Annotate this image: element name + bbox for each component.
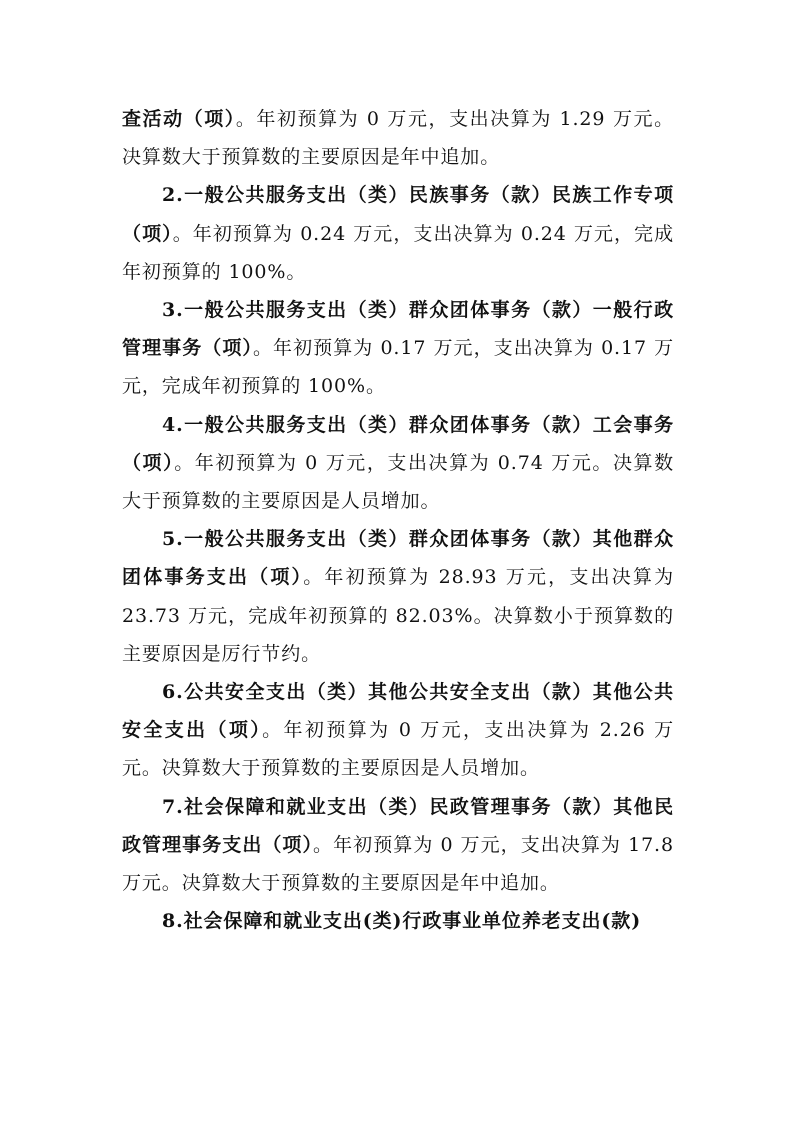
- paragraph-7: [122, 788, 674, 903]
- paragraph-body: 。年初预算为 28.93 万元，支出决算为 23.73 万元，完成年初预算的 82.03%。决算数小于预算数的主要原因是厉行节约。: [122, 566, 674, 665]
- paragraph-body: 。年初预算为 0.24 万元，支出决算为 0.24 万元，完成年初预算的 100%。: [122, 222, 675, 283]
- paragraph-heading: 5.一般公共服务支出（类）群众团体事务（款）其他群众团体事务支出（项）: [122, 528, 674, 589]
- document-page: [122, 100, 674, 940]
- paragraph-body: 。年初预算为 0 万元，支出决算为 1.29 万元。决算数大于预算数的主要原因是年中追加。: [122, 108, 674, 169]
- paragraph-heading: 7.社会保障和就业支出（类）民政管理事务（款）其他民政管理事务支出（项）: [122, 795, 674, 856]
- paragraph-heading: 3.一般公共服务支出（类）群众团体事务（款）一般行政管理事务（项）: [122, 299, 674, 360]
- paragraph-body: 。年初预算为 0 万元，支出决算为 17.8 万元。决算数大于预算数的主要原因是年中追加。: [122, 833, 674, 895]
- paragraph-heading: 6.公共安全支出（类）其他公共安全支出（款）其他公共安全支出（项）: [122, 681, 674, 742]
- paragraph-8: [122, 902, 674, 940]
- paragraph-heading: 查活动（项）: [122, 108, 236, 130]
- paragraph-5: [122, 520, 674, 673]
- paragraph-3: [122, 291, 674, 406]
- paragraph-heading: 2.一般公共服务支出（类）民族事务（款）民族工作专项（项）: [122, 184, 674, 245]
- paragraph-heading: 4.一般公共服务支出（类）群众团体事务（款）工会事务（项）: [122, 413, 674, 474]
- paragraph-2: [122, 176, 674, 291]
- paragraph-heading: 8.社会保障和就业支出(类)行政事业单位养老支出(款): [162, 910, 642, 933]
- paragraph-4: [122, 406, 674, 521]
- paragraph-1: [122, 100, 674, 176]
- paragraph-body: 。年初预算为 0 万元，支出决算为 2.26 万元。决算数大于预算数的主要原因是人员增加。: [122, 719, 674, 780]
- paragraph-body: 。年初预算为 0 万元，支出决算为 0.74 万元。决算数大于预算数的主要原因是人员增加。: [122, 451, 675, 513]
- paragraph-6: [122, 673, 674, 788]
- paragraph-body: 。年初预算为 0.17 万元，支出决算为 0.17 万元，完成年初预算的 100%。: [122, 337, 674, 398]
